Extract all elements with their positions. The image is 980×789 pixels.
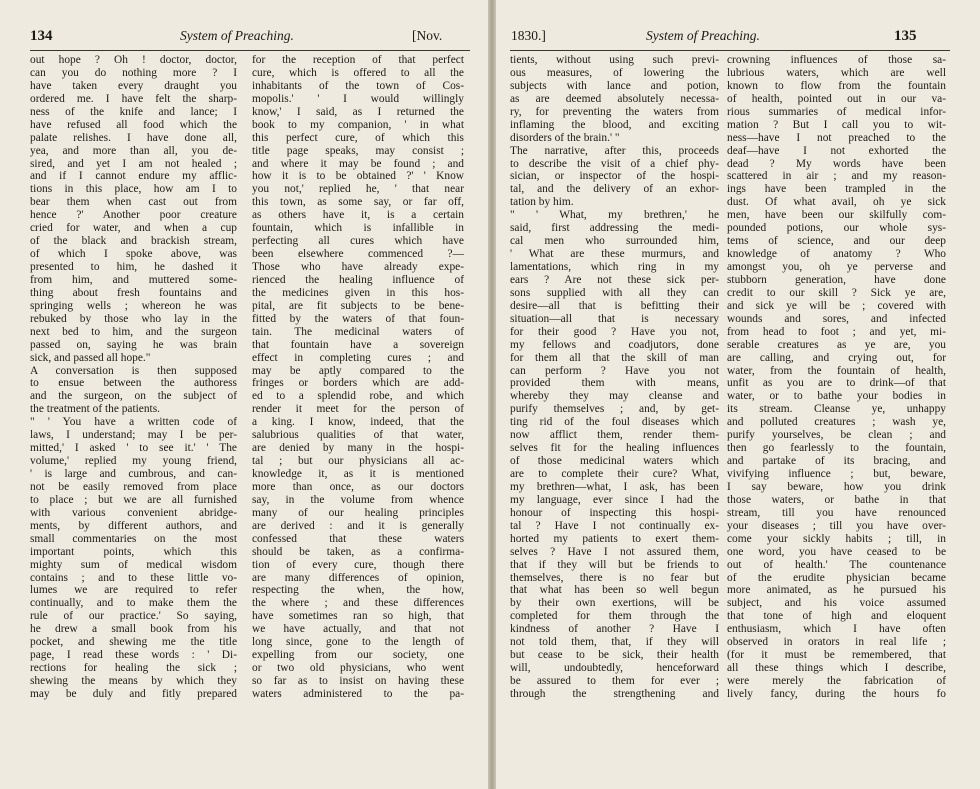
text-line: many of our healing principles [252, 506, 464, 519]
text-line: we have actually, and that not [252, 623, 464, 636]
text-line: and where it may be found ; and [252, 157, 464, 170]
text-line: selves fit for the healing influences [510, 442, 719, 455]
text-line: sons supplied with all they can [510, 286, 719, 299]
text-line: pounded potions, our whole sys- [727, 222, 946, 235]
text-line: now afflict them, render them- [510, 429, 719, 442]
right-page-header [496, 28, 980, 48]
text-line: your diseases ; till you have over- [727, 519, 946, 532]
text-line: be assured to them for ever ; [510, 675, 719, 687]
text-line: ed to a splendid robe, and which [252, 390, 464, 403]
text-line: may be aptly compared to the [252, 364, 464, 377]
text-line: inflaming the blood, and exciting [510, 118, 719, 131]
text-line: that tone of high and eloquent [727, 610, 946, 623]
text-line: water, from the fountain of health, [727, 364, 946, 377]
text-line: have sometimes ran so high, that [252, 610, 464, 623]
text-line: ness—have I not preached to the [727, 131, 946, 144]
text-line: mopolis.' ' I would willingly [252, 92, 464, 105]
text-line: and polluted creatures ; wash ye, [727, 416, 946, 429]
text-line: situation—all that is necessary [510, 312, 719, 325]
text-line: laws, I understand; may I be per- [30, 429, 237, 442]
text-line: all these things which I describe, [727, 662, 946, 675]
text-line: tal, and the delivery of an exhor- [510, 183, 719, 196]
text-line: disorders of the brain.' " [510, 131, 620, 144]
text-line: tation by him. [510, 196, 574, 209]
text-line: that what has been so well begun [510, 584, 719, 597]
text-line: of which I spoke above, was [30, 248, 237, 261]
text-line: yea, and more than all, you de- [30, 144, 237, 157]
text-line: deaf—have I not exhorted the [727, 144, 946, 157]
text-line: sired, and yet I am not healed ; [30, 157, 237, 170]
text-line: ordered me. I have felt the sharp- [30, 92, 237, 105]
text-line: can you do nothing more ? I [30, 66, 237, 79]
text-line: tions in this place, how am I to [30, 183, 237, 196]
text-line: dust. Of what avail, oh ye sick [727, 196, 946, 209]
text-line: known to flow from the fountain [727, 79, 946, 92]
header-rule [30, 50, 470, 51]
text-line: are calling, and crying out, for [727, 351, 946, 364]
text-line: ness of the knife and lance; I [30, 105, 237, 118]
text-line: to ensue between the authoress [30, 377, 237, 390]
text-line: that if they will but be friends to [510, 558, 719, 571]
text-line: know,' I said, as I returned the [252, 105, 464, 118]
text-line: horted my patients to exert them- [510, 532, 719, 545]
text-line: those waters, or bathe in that [727, 493, 946, 506]
text-line: for them all that the skill of man [510, 351, 719, 364]
text-line: tems of science, and our deep [727, 235, 946, 248]
text-line: The narrative, after this, proceeds [510, 144, 719, 157]
text-line: cal men who surrounded him, [510, 235, 719, 248]
text-line: enthusiasm, which I have often [727, 623, 946, 636]
text-line: important points, which this [30, 545, 237, 558]
text-line: expelling from our society, one [252, 649, 464, 662]
text-line: confessed that these waters [252, 532, 464, 545]
text-line: of the black and brackish stream, [30, 235, 237, 248]
text-line: rious summaries of medical infor- [727, 105, 946, 118]
text-line: themselves, there is no fear but [510, 571, 719, 584]
left-column-1 [30, 54, 237, 701]
text-line: purify themselves ; and, by get- [510, 403, 719, 416]
text-line: tients, without using such previ- [510, 54, 719, 66]
text-line: stream, till you have renounced [727, 506, 946, 519]
text-line: a king. I know, indeed, that the [252, 416, 464, 429]
text-line: next bed to him, and the surgeon [30, 325, 237, 338]
text-line: subjects with lance and potion, [510, 79, 719, 92]
text-line: credit to our skill ? Sick ye are, [727, 286, 946, 299]
text-line: stubborn generation, have done [727, 273, 946, 286]
text-line: said, first addressing the medi- [510, 222, 719, 235]
text-line: the medicines given in this hos- [252, 286, 464, 299]
text-line: kindness of another ? Have I [510, 623, 719, 636]
text-line: (for it must be remembered, that [727, 649, 946, 662]
text-line: for the reception of that perfect [252, 54, 464, 66]
text-line: then go fearlessly to the fountain, [727, 442, 946, 455]
text-line: my brethren—what, I ask, has been [510, 480, 719, 493]
text-line: tal ? Have I not continually ex- [510, 519, 719, 532]
text-line: wounds and sores, and infected [727, 312, 946, 325]
text-line: effect in completing cures ; and [252, 351, 464, 364]
running-title: System of Preaching. [180, 28, 294, 43]
text-line: more than once, as our doctors [252, 480, 464, 493]
text-line: amongst you, oh ye perverse and [727, 261, 946, 273]
text-line: but cease to be sick, their health [510, 649, 719, 662]
left-page-header [0, 28, 488, 48]
header-date: [Nov. [412, 28, 443, 43]
text-line: how it is to be obtained ?' ' Know [252, 170, 464, 183]
text-line: rections for healing the sick ; [30, 662, 237, 675]
text-line: by their own exertions, will be [510, 597, 719, 610]
text-line: knowledge it, as it is mentioned [252, 468, 464, 480]
text-line: small commentaries on the most [30, 532, 237, 545]
text-line: whereby they may cleanse and [510, 390, 719, 403]
text-line: honour of inspecting this hospi- [510, 506, 719, 519]
running-title: System of Preaching. [646, 28, 760, 43]
text-line: and partake of its bracing, and [727, 455, 946, 468]
book-gutter [488, 0, 496, 789]
text-line: may be duly and fitly prepared [30, 687, 237, 700]
text-line: scattered in air ; and my reason- [727, 170, 946, 183]
text-line: knowledge of anatomy ? Who [727, 248, 946, 261]
text-line: been elsewhere commenced ?— [252, 248, 464, 261]
text-line: ' What are these murmurs, and [510, 248, 719, 261]
text-line: A conversation is then supposed [30, 364, 237, 377]
text-line: rienced the healing influence of [252, 273, 464, 286]
text-line: with various convenient abridge- [30, 506, 237, 519]
text-line: cure, which is offered to all the [252, 66, 464, 79]
text-line: to place ; but we are all furnished [30, 493, 237, 506]
text-line: ting rid of the foul diseases which [510, 416, 719, 429]
text-line: selves ? Have I not assured them, [510, 545, 719, 558]
text-line: salubrious qualities of that water, [252, 429, 464, 442]
text-line: not be easily removed from place [30, 480, 237, 493]
text-line: and if I cannot endure my afflic- [30, 170, 237, 183]
text-line: as others have it, is a certain [252, 209, 464, 222]
text-line: the treatment of the patients. [30, 403, 160, 416]
header-date: 1830.] [511, 28, 546, 43]
text-line: were merely the fabrication of [727, 675, 946, 687]
page-number: 134 [30, 28, 53, 44]
text-line: serable creatures as ye are, you [727, 338, 946, 351]
text-line: springing wells ; whereon he was [30, 299, 237, 312]
text-line: will, undoubtedly, henceforward [510, 662, 719, 675]
text-line: water, or to bathe your bodies in [727, 390, 946, 403]
text-line: palate relishes. I have done all, [30, 131, 237, 144]
text-line: long since, gone to the length of [252, 636, 464, 649]
text-line: of the erudite physician became [727, 571, 946, 584]
text-line: my language, ever since I had the [510, 493, 719, 506]
text-line: one word, you have ceased to be [727, 545, 946, 558]
text-line: sician, or inspector of the hospi- [510, 170, 719, 183]
text-line: contains ; and to these little vo- [30, 571, 237, 584]
text-line: crowning influences of those sa- [727, 54, 946, 66]
text-line: dead ? My words have been [727, 157, 946, 170]
text-line: of health, pointed out in our va- [727, 92, 946, 105]
text-line: subject, and his voice assumed [727, 597, 946, 610]
text-line: perfecting all cures which have [252, 235, 464, 248]
text-line: completed for them through the [510, 610, 719, 623]
text-line: he drew a small book from his [30, 623, 237, 636]
text-line: ears ? Are not these sick per- [510, 273, 719, 286]
text-line: more animated, as he pursued his [727, 584, 946, 597]
text-line: desire—all that is befitting their [510, 299, 719, 312]
page-number: 135 [894, 28, 917, 44]
text-line: have refused all food which the [30, 118, 237, 131]
text-line: rebuked by those who lay in the [30, 312, 237, 325]
text-line: unfit as you are to drink—of that [727, 377, 946, 390]
text-line: respecting the when, the how, [252, 584, 464, 597]
text-line: are many differences of opinion, [252, 571, 464, 584]
text-line: ments, by different authors, and [30, 519, 237, 532]
text-line: should be taken, as a confirma- [252, 545, 464, 558]
text-line: pocket, and shewing me the title [30, 636, 237, 649]
text-line: fountain, which is infallible in [252, 222, 464, 235]
text-line: continually, and to make them the [30, 597, 237, 610]
text-line: are derived : and it is generally [252, 519, 464, 532]
text-line: fringes or borders which are add- [252, 377, 464, 390]
text-line: from him, and muttered some- [30, 273, 237, 286]
text-line: vivifying influence ; but, beware, [727, 468, 946, 480]
text-line: tion of every cure, though there [252, 558, 464, 571]
text-line: lamentations, which ring in my [510, 261, 719, 273]
text-line: that fountain have a sovereign [252, 338, 464, 351]
text-line: the where ; and these differences [252, 597, 464, 610]
text-line: rule of our practice.' So saying, [30, 610, 237, 623]
text-line: have taken every draught you [30, 79, 237, 92]
text-line: from head to foot ; and yet, mi- [727, 325, 946, 338]
text-line: lively fancy, during the hours fo [727, 687, 946, 700]
right-column-2 [727, 54, 946, 701]
text-line: lumes we are required to refer [30, 584, 237, 597]
text-line: tain. The medicinal waters of [252, 325, 464, 338]
text-line: pital, are fit subjects to be bene- [252, 299, 464, 312]
text-line: as are deemed absolutely necessa- [510, 92, 719, 105]
text-line: lubrious waters, which are well [727, 66, 946, 79]
text-line: mitted,' I asked ' to see it.' ' The [30, 442, 237, 455]
text-line: waters administered to the pa- [252, 687, 464, 700]
text-line: for their good ? Have you not, [510, 325, 719, 338]
text-line: book to my companion, ' in what [252, 118, 464, 131]
right-page [496, 0, 980, 789]
text-line: thing about fresh fountains and [30, 286, 237, 299]
text-line: mation ? But I call you to wit- [727, 118, 946, 131]
text-line: its stream. Cleanse ye, unhappy [727, 403, 946, 416]
text-line: tal ; but our physicians all ac- [252, 455, 464, 468]
text-line: " ' You have a written code of [30, 416, 237, 429]
text-line: hence ?' Another poor creature [30, 209, 237, 222]
text-line: my fellows and coadjutors, done [510, 338, 719, 351]
text-line: page, I read these words : ' Di- [30, 649, 237, 662]
text-line: come your sickly habits ; till, in [727, 532, 946, 545]
text-line: " ' What, my brethren,' he [510, 209, 719, 222]
text-line: shewing the means by which they [30, 675, 237, 687]
text-line: provided them with means, [510, 377, 719, 390]
header-rule [510, 50, 950, 51]
text-line: ' is large and cumbrous, and can- [30, 468, 237, 480]
text-line: and the surgeon, on the subject of [30, 390, 237, 403]
text-line: I say beware, how you drink [727, 480, 946, 493]
text-line: so far as to insist on having these [252, 675, 464, 687]
text-line: inhabitants of the town of Cos- [252, 79, 464, 92]
text-line: ry, for preventing the waters from [510, 105, 719, 118]
text-line: cried for water, and when a cup [30, 222, 237, 235]
text-line: ous measures, of lowering the [510, 66, 719, 79]
text-line: presented to him, he dashed it [30, 261, 237, 273]
left-column-2 [252, 54, 464, 701]
text-line: men, have been our skilfully com- [727, 209, 946, 222]
text-line: this perfect cure, of which this [252, 131, 464, 144]
text-line: say, in the volume from whence [252, 493, 464, 506]
text-line: out hope ? Oh ! doctor, doctor, [30, 54, 237, 66]
text-line: volume,' replied my young friend, [30, 455, 237, 468]
text-line: to describe the visit of a chief phy- [510, 157, 719, 170]
text-line: are denied by many in the hospi- [252, 442, 464, 455]
text-line: out of health.' The countenance [727, 558, 946, 571]
text-line: and sick ye will be ; covered with [727, 299, 946, 312]
text-line: are to complete their cure? What, [510, 468, 719, 480]
text-line: render it meet for the person of [252, 403, 464, 416]
text-line: passed on, saying he was brain [30, 338, 237, 351]
text-line: can perform ? Have you not [510, 364, 719, 377]
text-line: you not,' replied he, ' that near [252, 183, 464, 196]
left-page [0, 0, 488, 789]
text-line: ings have been trampled in the [727, 183, 946, 196]
text-line: through the strengthening and [510, 687, 719, 700]
text-line: this town, as some say, or far off, [252, 196, 464, 209]
text-line: Those who have already expe- [252, 261, 464, 273]
text-line: purify yourselves, be clean ; and [727, 429, 946, 442]
text-line: not told them, that, if they will [510, 636, 719, 649]
right-column-1 [510, 54, 719, 701]
text-line: of those medicinal waters which [510, 455, 719, 468]
text-line: mighty sum of medical wisdom [30, 558, 237, 571]
text-line: or two old physicians, who went [252, 662, 464, 675]
text-line: fitted by the waters of that foun- [252, 312, 464, 325]
text-line: bear them when cast out from [30, 196, 237, 209]
text-line: observed in orators in real life ; [727, 636, 946, 649]
text-line: title page speaks, may consist ; [252, 144, 464, 157]
text-line: sick, and passed all hope." [30, 351, 151, 364]
